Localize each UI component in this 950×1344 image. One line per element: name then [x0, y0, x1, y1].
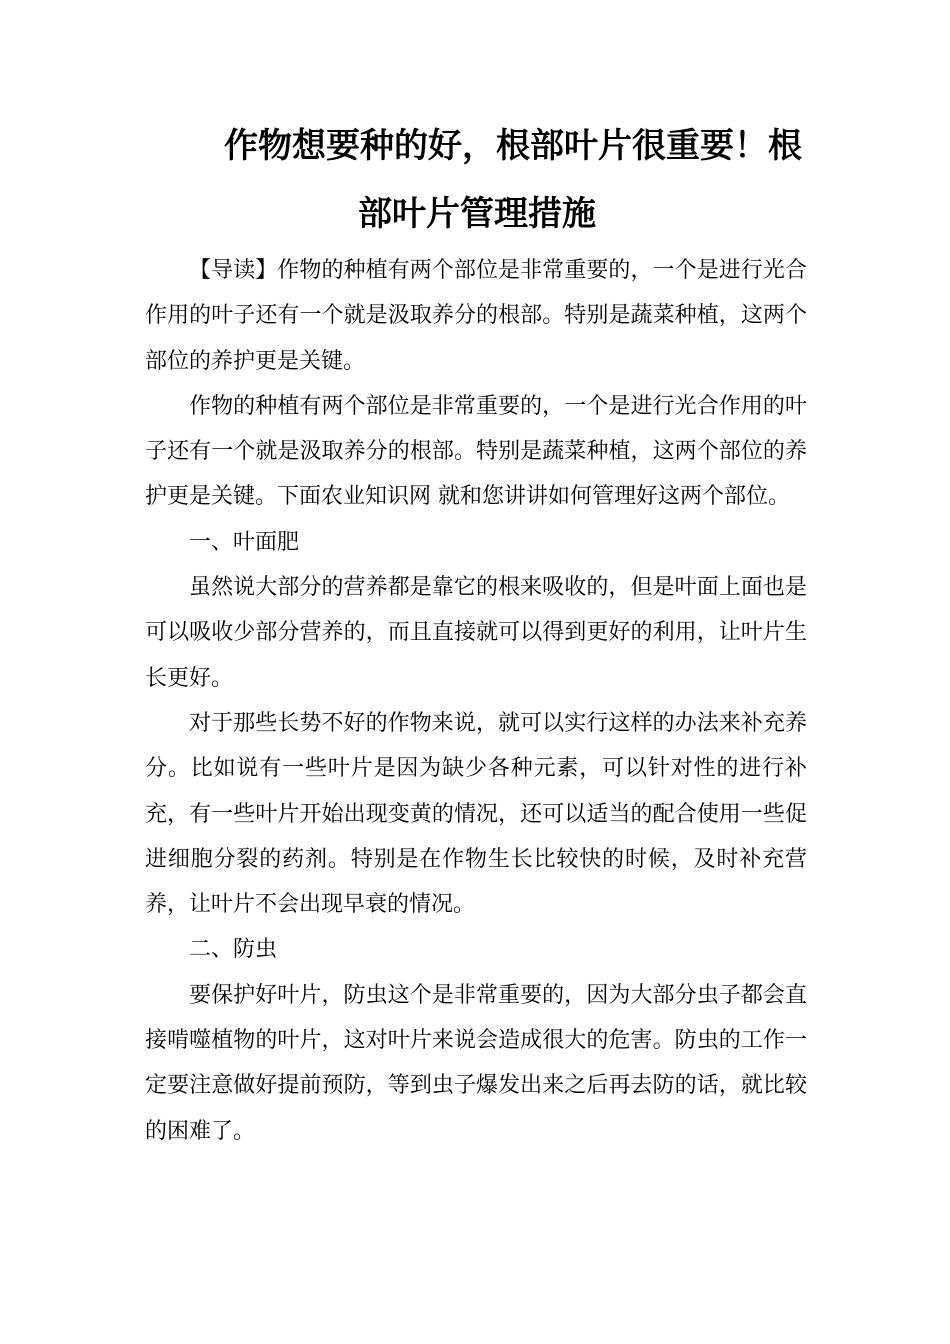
section-heading-1: 一、叶面肥: [189, 529, 300, 555]
document-body: [145, 248, 807, 1154]
section-heading-2: 二、防虫: [189, 937, 278, 963]
intro-paragraph: 【导读】作物的种植有两个部位是非常重要的，一个是进行光合作用的叶子还有一个就是汲取养分的根部。特别是蔬菜种植，这两个部位的养护更是关键。: [145, 258, 807, 374]
section-1-paragraph-2: 对于那些长势不好的作物来说，就可以实行这样的办法来补充养分。比如说有一些叶片是因为缺少各种元素，可以针对性的进行补充，有一些叶片开始出现变黄的情况，还可以适当的配合使用一些促进细胞分裂的药剂。特别是在作物生长比较快的时候，及时补充营养，让叶片不会出现早衰的情况。: [145, 710, 807, 918]
body-paragraph-1: 作物的种植有两个部位是非常重要的，一个是进行光合作用的叶子还有一个就是汲取养分的根部。特别是蔬菜种植，这两个部位的养护更是关键。下面农业知识网 就和您讲讲如何管理好这两个部位。: [145, 393, 807, 510]
document-title-line-1: 作物想要种的好，根部叶片很重要！根: [224, 126, 802, 166]
section-2-paragraph-1: 要保护好叶片，防虫这个是非常重要的，因为大部分虫子都会直接啃噬植物的叶片，这对叶片来说会造成很大的危害。防虫的工作一定要注意做好提前预防，等到虫子爆发出来之后再去防的话，就比较的困难了。: [145, 982, 807, 1144]
section-1-paragraph-1: 虽然说大部分的营养都是靠它的根来吸收的，但是叶面上面也是可以吸收少部分营养的，而且直接就可以得到更好的利用，让叶片生长更好。: [145, 575, 807, 691]
document-title-line-2: 部叶片管理措施: [358, 194, 596, 234]
